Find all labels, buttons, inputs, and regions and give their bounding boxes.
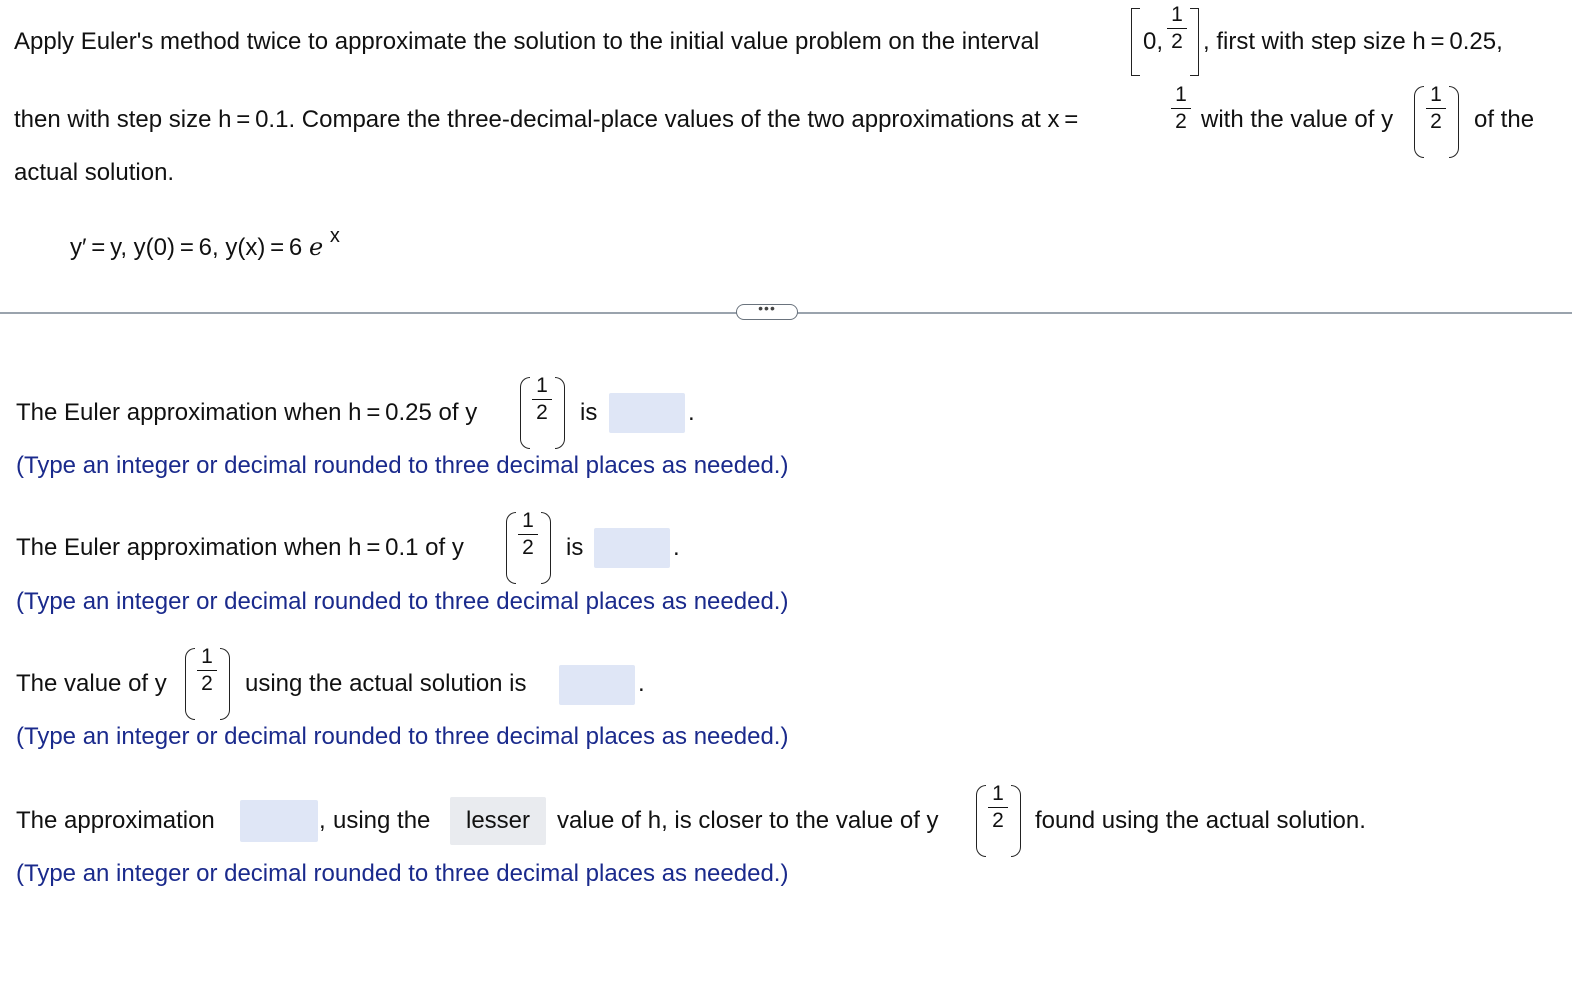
part4-suffix: found using the actual solution. <box>1035 807 1366 834</box>
part3-arg-num: 1 <box>201 645 213 668</box>
paren-right <box>541 512 551 584</box>
question-line-2: then with step size h = 0.1. Compare the three-decimal-place values of the two approximations at x = <box>14 106 1079 133</box>
part1-prefix: The Euler approximation when h = 0.25 of y <box>16 399 478 426</box>
y-arg-num: 1 <box>1430 83 1442 106</box>
answer-input-h01[interactable] <box>594 528 670 568</box>
answer-input-h025[interactable] <box>609 393 685 433</box>
part4-arg-num: 1 <box>992 782 1004 805</box>
part3-arg-fraction <box>196 646 218 695</box>
interval-end-fraction <box>1166 4 1188 53</box>
part2-arg-num: 1 <box>522 509 534 532</box>
part4-hint: (Type an integer or decimal rounded to three decimal places as needed.) <box>16 860 789 887</box>
fraction-bar <box>988 807 1008 808</box>
x-num: 1 <box>1175 83 1187 106</box>
more-dots: ••• <box>758 300 776 316</box>
part2-hint: (Type an integer or decimal rounded to three decimal places as needed.) <box>16 588 789 615</box>
part1-arg-fraction <box>531 375 553 424</box>
part4-mid: using the <box>333 807 431 834</box>
question-line-1-suffix: , first with step size h = 0.25, <box>1203 28 1503 55</box>
fraction-bar <box>532 399 552 400</box>
question-line-1-text: Apply Euler's method twice to approximate the solution to the initial value problem on the interval <box>14 28 1040 55</box>
ivp-equation-exponent: x <box>329 225 340 247</box>
part2-is: is <box>566 534 584 561</box>
part2-arg-den: 2 <box>522 536 534 559</box>
fraction-bar <box>1426 108 1446 109</box>
part1-arg-den: 2 <box>536 401 548 424</box>
interval-end-den: 2 <box>1171 30 1183 53</box>
interval-bracket-right <box>1190 8 1199 76</box>
question-line-3: actual solution. <box>14 159 175 186</box>
part2-period: . <box>673 534 680 561</box>
x-value-fraction <box>1170 84 1192 133</box>
ivp-equation-text: y′ = y, y(0) = 6, y(x) = 6 <box>70 234 303 261</box>
part1-arg-num: 1 <box>536 374 548 397</box>
fraction-bar <box>1171 108 1191 109</box>
interval-start: 0, <box>1143 28 1164 55</box>
paren-left <box>1414 86 1424 158</box>
part4-prefix: The approximation <box>16 807 215 834</box>
part2-prefix: The Euler approximation when h = 0.1 of y <box>16 534 464 561</box>
show-more-button[interactable] <box>736 300 798 320</box>
paren-left <box>506 512 516 584</box>
part4-comma: , <box>319 807 326 834</box>
part3-period: . <box>638 670 645 697</box>
part1-hint: (Type an integer or decimal rounded to three decimal places as needed.) <box>16 452 789 479</box>
fraction-bar <box>1167 28 1187 29</box>
part1-is: is <box>580 399 598 426</box>
part4-after-dropdown: value of h, is closer to the value of y <box>557 807 939 834</box>
question-line-1 <box>14 28 1039 56</box>
paren-left <box>976 785 986 857</box>
paren-right <box>1449 86 1459 158</box>
part4-arg-den: 2 <box>992 809 1004 832</box>
part3-arg-den: 2 <box>201 672 213 695</box>
fraction-bar <box>197 670 217 671</box>
answer-input-closer[interactable] <box>240 800 318 842</box>
answer-input-actual[interactable] <box>559 665 635 705</box>
part4-arg-fraction <box>987 783 1009 832</box>
part1-period: . <box>688 399 695 426</box>
paren-right <box>555 377 565 449</box>
part3-prefix: The value of y <box>16 670 167 697</box>
y-arg-den: 2 <box>1430 110 1442 133</box>
part3-after: using the actual solution is <box>245 670 527 697</box>
interval-end-num: 1 <box>1171 3 1183 26</box>
part3-hint: (Type an integer or decimal rounded to three decimal places as needed.) <box>16 723 789 750</box>
part2-arg-fraction <box>517 510 539 559</box>
x-den: 2 <box>1175 110 1187 133</box>
interval-bracket-left <box>1131 8 1140 76</box>
fraction-bar <box>518 534 538 535</box>
h-comparison-dropdown[interactable] <box>450 797 546 845</box>
paren-right <box>220 648 230 720</box>
y-arg-fraction <box>1425 84 1447 133</box>
question-line-2-suffix: of the <box>1474 106 1535 133</box>
paren-left <box>185 648 195 720</box>
ivp-equation <box>70 226 340 262</box>
question-line-2-mid: with the value of y <box>1201 106 1394 133</box>
paren-left <box>520 377 530 449</box>
ivp-equation-e: e <box>308 233 324 261</box>
dropdown-selected-value: lesser <box>465 807 531 834</box>
paren-right <box>1011 785 1021 857</box>
